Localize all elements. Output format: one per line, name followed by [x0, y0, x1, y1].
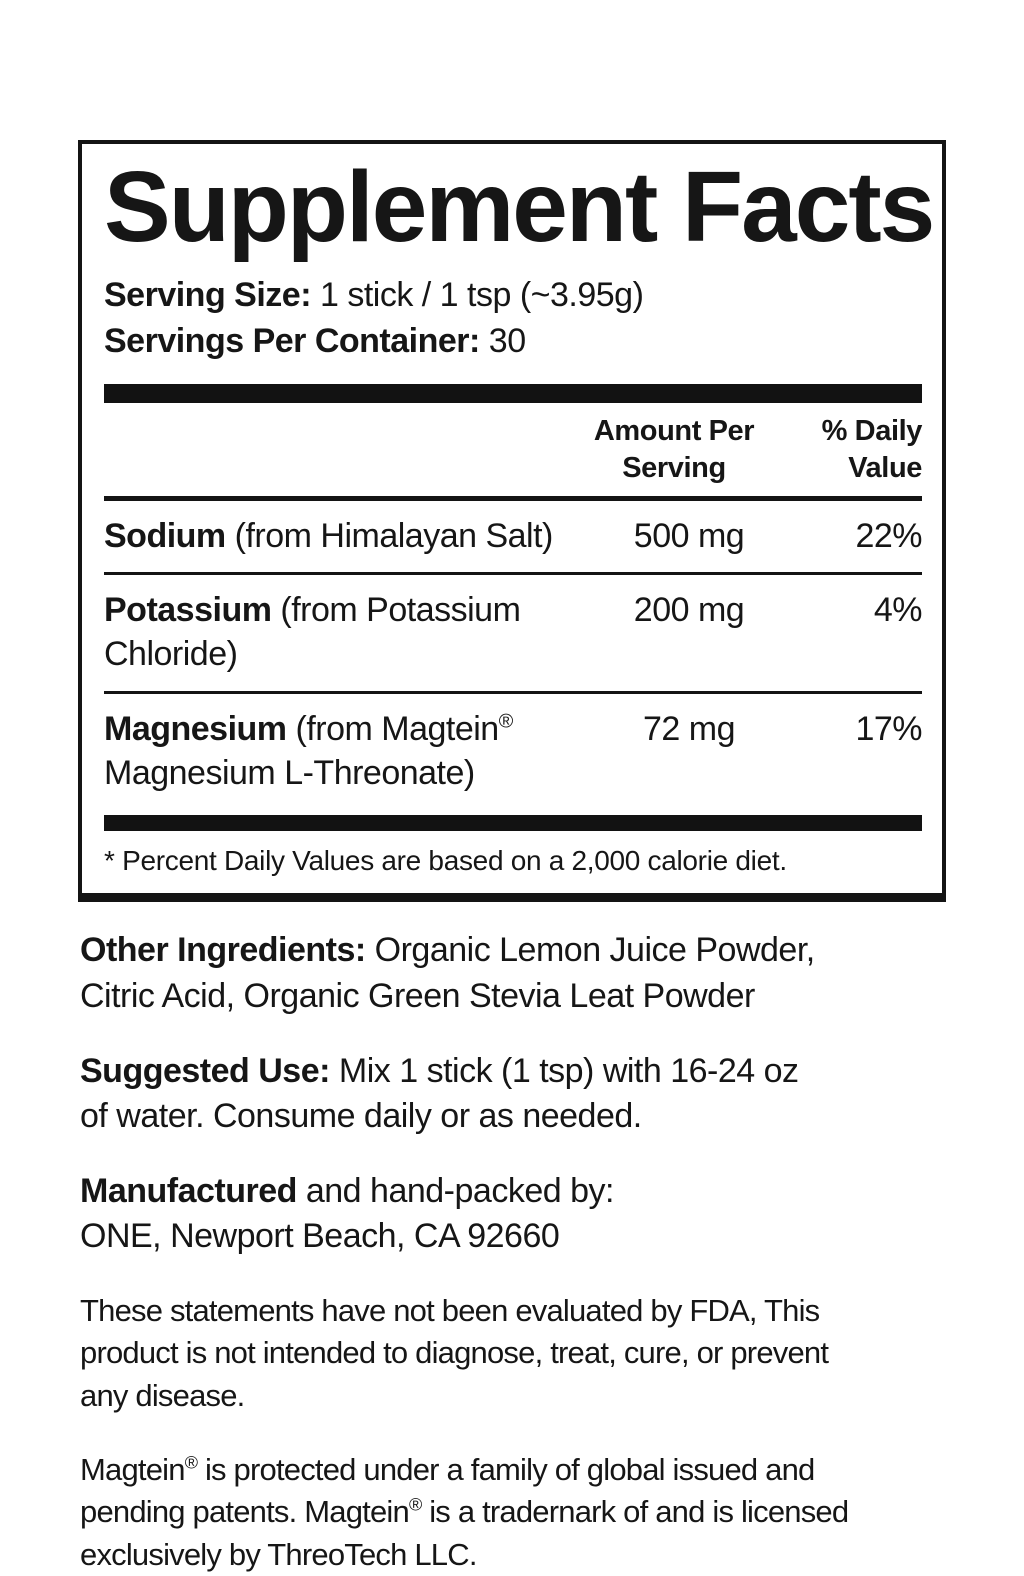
- suggested-use-line2: of water. Consume daily or as needed.: [80, 1096, 642, 1135]
- manufactured-line1: [80, 1172, 614, 1210]
- table-row-magnesium: [104, 691, 922, 809]
- nutrient-amount: 500 mg: [633, 516, 745, 555]
- nutrient-amount: 72 mg: [643, 709, 735, 748]
- magtein-line3: exclusively by ThreoTech LLC.: [80, 1536, 477, 1572]
- servings-per-container-label: Servings Per Container:: [104, 322, 480, 361]
- manufactured-section: [80, 1169, 1024, 1259]
- fda-line3: any disease.: [80, 1377, 245, 1413]
- suggested-use-line1: [80, 1052, 799, 1090]
- magtein-line2: pending patents. Magtein® is a tradernark of and is licensed: [80, 1494, 849, 1530]
- header-dv-line1: % Daily: [821, 415, 922, 448]
- header-dv-line2: Value: [848, 451, 922, 484]
- table-row-potassium: [104, 572, 922, 690]
- nutrient-name-bold: Magnesium: [104, 709, 287, 748]
- suggested-use-section: [80, 1049, 1024, 1139]
- nutrient-daily-value: 4%: [873, 591, 922, 630]
- header-percent-daily-value: [774, 413, 922, 486]
- serving-size-value: 1 stick / 1 tsp (~3.95g): [311, 276, 644, 314]
- nutrient-name: [104, 707, 604, 795]
- serving-size-label: Serving Size:: [104, 276, 312, 314]
- daily-value-footnote: * Percent Daily Values are based on a 2,000 calorie diet.: [104, 844, 787, 876]
- suggested-use-label: Suggested Use:: [80, 1051, 330, 1090]
- fda-line2: product is not intended to diagnose, treat, cure, or prevent: [80, 1335, 829, 1371]
- nutrient-table: [104, 501, 922, 809]
- other-ingredients-line1: [80, 931, 815, 969]
- label-text-sections: [80, 928, 1024, 1576]
- nutrient-amount: 200 mg: [633, 591, 745, 630]
- header-amount-line1: Amount Per: [593, 415, 755, 448]
- supplement-facts-panel: [78, 140, 946, 902]
- nutrient-daily-value: 17%: [855, 709, 922, 748]
- suggested-use-text1: Mix 1 stick (1 tsp) with 16-24 oz: [329, 1051, 799, 1090]
- manufactured-line2: ONE, Newport Beach, CA 92660: [80, 1217, 560, 1256]
- header-amount-per-serving: [574, 413, 774, 486]
- manufactured-text1: and hand-packed by:: [296, 1172, 614, 1211]
- servings-per-container-value: 30: [479, 322, 526, 361]
- header-amount-line2: Serving: [622, 451, 726, 484]
- nutrient-name-rest: (from Potassium Chloride): [104, 591, 521, 674]
- nutrient-name: [104, 514, 604, 558]
- magtein-line1: Magtein® is protected under a family of global issued and: [80, 1452, 815, 1488]
- divider-bar-bottom: [104, 815, 922, 831]
- table-header-row: [104, 413, 922, 501]
- divider-bar-top: [104, 384, 922, 403]
- other-ingredients-section: [80, 928, 1024, 1018]
- serving-size-line: [104, 272, 922, 318]
- nutrient-name-rest: (from Himalayan Salt): [225, 516, 553, 555]
- servings-per-container-line: [104, 318, 922, 364]
- fda-disclaimer-section: [80, 1290, 1024, 1417]
- nutrient-name: [104, 588, 604, 676]
- other-ingredients-label: Other Ingredients:: [80, 931, 366, 970]
- other-ingredients-text1: Organic Lemon Juice Powder,: [365, 931, 815, 970]
- header-spacer: [104, 413, 574, 486]
- manufactured-label: Manufactured: [80, 1172, 297, 1211]
- nutrient-name-bold: Potassium: [104, 591, 272, 630]
- other-ingredients-line2: Citric Acid, Organic Green Stevia Leat Powder: [80, 976, 755, 1015]
- serving-info: [104, 272, 922, 364]
- magtein-notice-section: [80, 1449, 1024, 1576]
- fda-line1: These statements have not been evaluated by FDA, This: [80, 1292, 820, 1328]
- supplement-facts-title: Supplement Facts: [104, 151, 934, 263]
- table-row-sodium: [104, 501, 922, 572]
- nutrient-name-bold: Sodium: [104, 516, 226, 555]
- nutrient-daily-value: 22%: [855, 516, 922, 555]
- nutrient-name-rest: (from Magtein® Magnesium L-Threonate): [104, 709, 513, 792]
